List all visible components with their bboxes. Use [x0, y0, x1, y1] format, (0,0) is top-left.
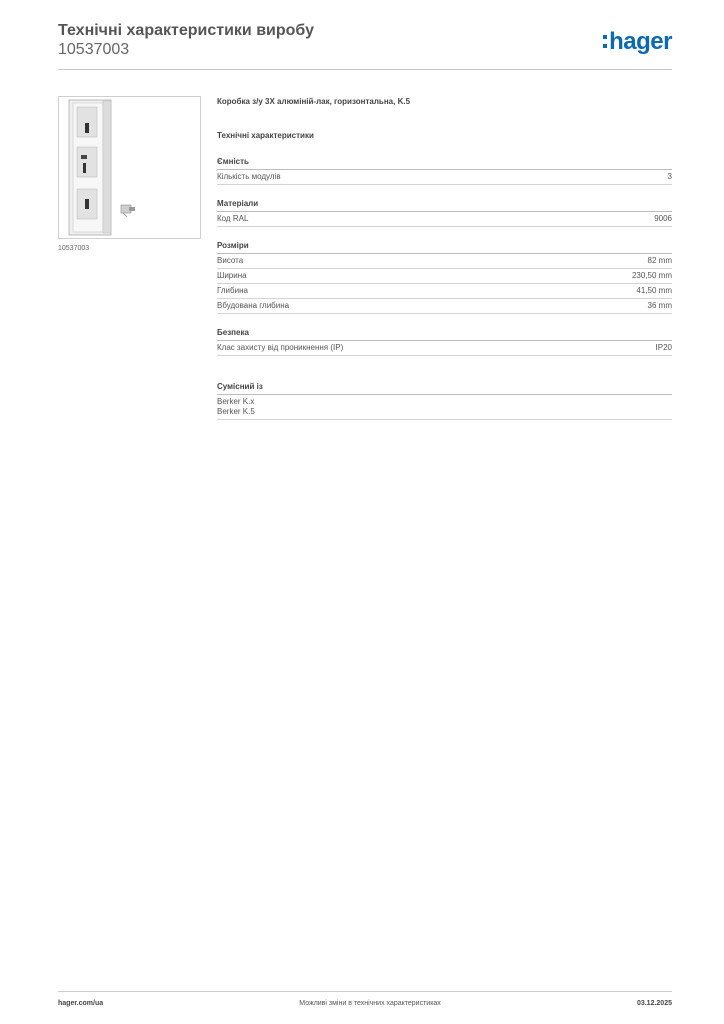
- spec-row: [217, 212, 672, 227]
- section-title: Розміри: [217, 241, 672, 254]
- spec-value: IP20: [655, 343, 672, 352]
- list-item: Berker K.5: [217, 407, 255, 416]
- spec-row: [217, 299, 672, 314]
- footer-note: Можливі зміни в технічних характеристиках: [299, 1000, 441, 1007]
- hager-logo[interactable]: [603, 28, 672, 56]
- list-item: Berker K.x: [217, 397, 255, 406]
- section-title: Ємність: [217, 157, 672, 170]
- spec-value: 36 mm: [647, 301, 672, 310]
- section-capacity: [217, 157, 672, 185]
- section-safety: [217, 328, 672, 356]
- section-title: Сумісний із: [217, 382, 672, 395]
- spec-row: [217, 269, 672, 284]
- spec-label: Глибина: [217, 286, 248, 295]
- spec-label: Код RAL: [217, 214, 249, 223]
- spec-label: Висота: [217, 256, 244, 265]
- product-title: Коробка з/у 3Х алюміній-лак, горизонтальна, K.5: [217, 97, 411, 106]
- section-dimensions: [217, 241, 672, 314]
- footer-website-link[interactable]: hager.com/ua: [58, 1000, 104, 1007]
- product-image: [58, 96, 201, 239]
- compatible-list: [217, 395, 672, 420]
- spec-row: [217, 341, 672, 356]
- logo-text: hager: [609, 28, 672, 55]
- section-compatible: [217, 382, 672, 420]
- page-header: [58, 22, 672, 70]
- logo-dots-icon: [603, 35, 607, 48]
- spec-value: 41,50 mm: [636, 286, 672, 295]
- footer-date: 03.12.2025: [636, 1000, 672, 1007]
- spec-label: Вбудована глибина: [217, 301, 290, 310]
- section-materials: [217, 199, 672, 227]
- spec-value: 230,50 mm: [631, 271, 672, 280]
- spec-value: 9006: [654, 214, 672, 223]
- specs-heading: Технічні характеристики: [217, 131, 314, 140]
- spec-label: Ширина: [217, 271, 247, 280]
- spec-content: [217, 96, 672, 420]
- page-footer: [58, 991, 672, 1007]
- spec-value: 82 mm: [647, 256, 672, 265]
- product-box-illustration: [59, 97, 200, 238]
- page-title: Технічні характеристики виробу: [58, 22, 314, 39]
- spec-label: Кількість модулів: [217, 172, 281, 181]
- spec-row: [217, 170, 672, 185]
- spec-label: Клас захисту від проникнення (IP): [217, 343, 344, 352]
- product-code: 10537003: [58, 41, 130, 58]
- section-title: Безпека: [217, 328, 672, 341]
- spec-value: 3: [667, 172, 672, 181]
- spec-row: [217, 284, 672, 299]
- spec-row: [217, 254, 672, 269]
- image-caption: 10537003: [58, 245, 90, 252]
- section-title: Матеріали: [217, 199, 672, 212]
